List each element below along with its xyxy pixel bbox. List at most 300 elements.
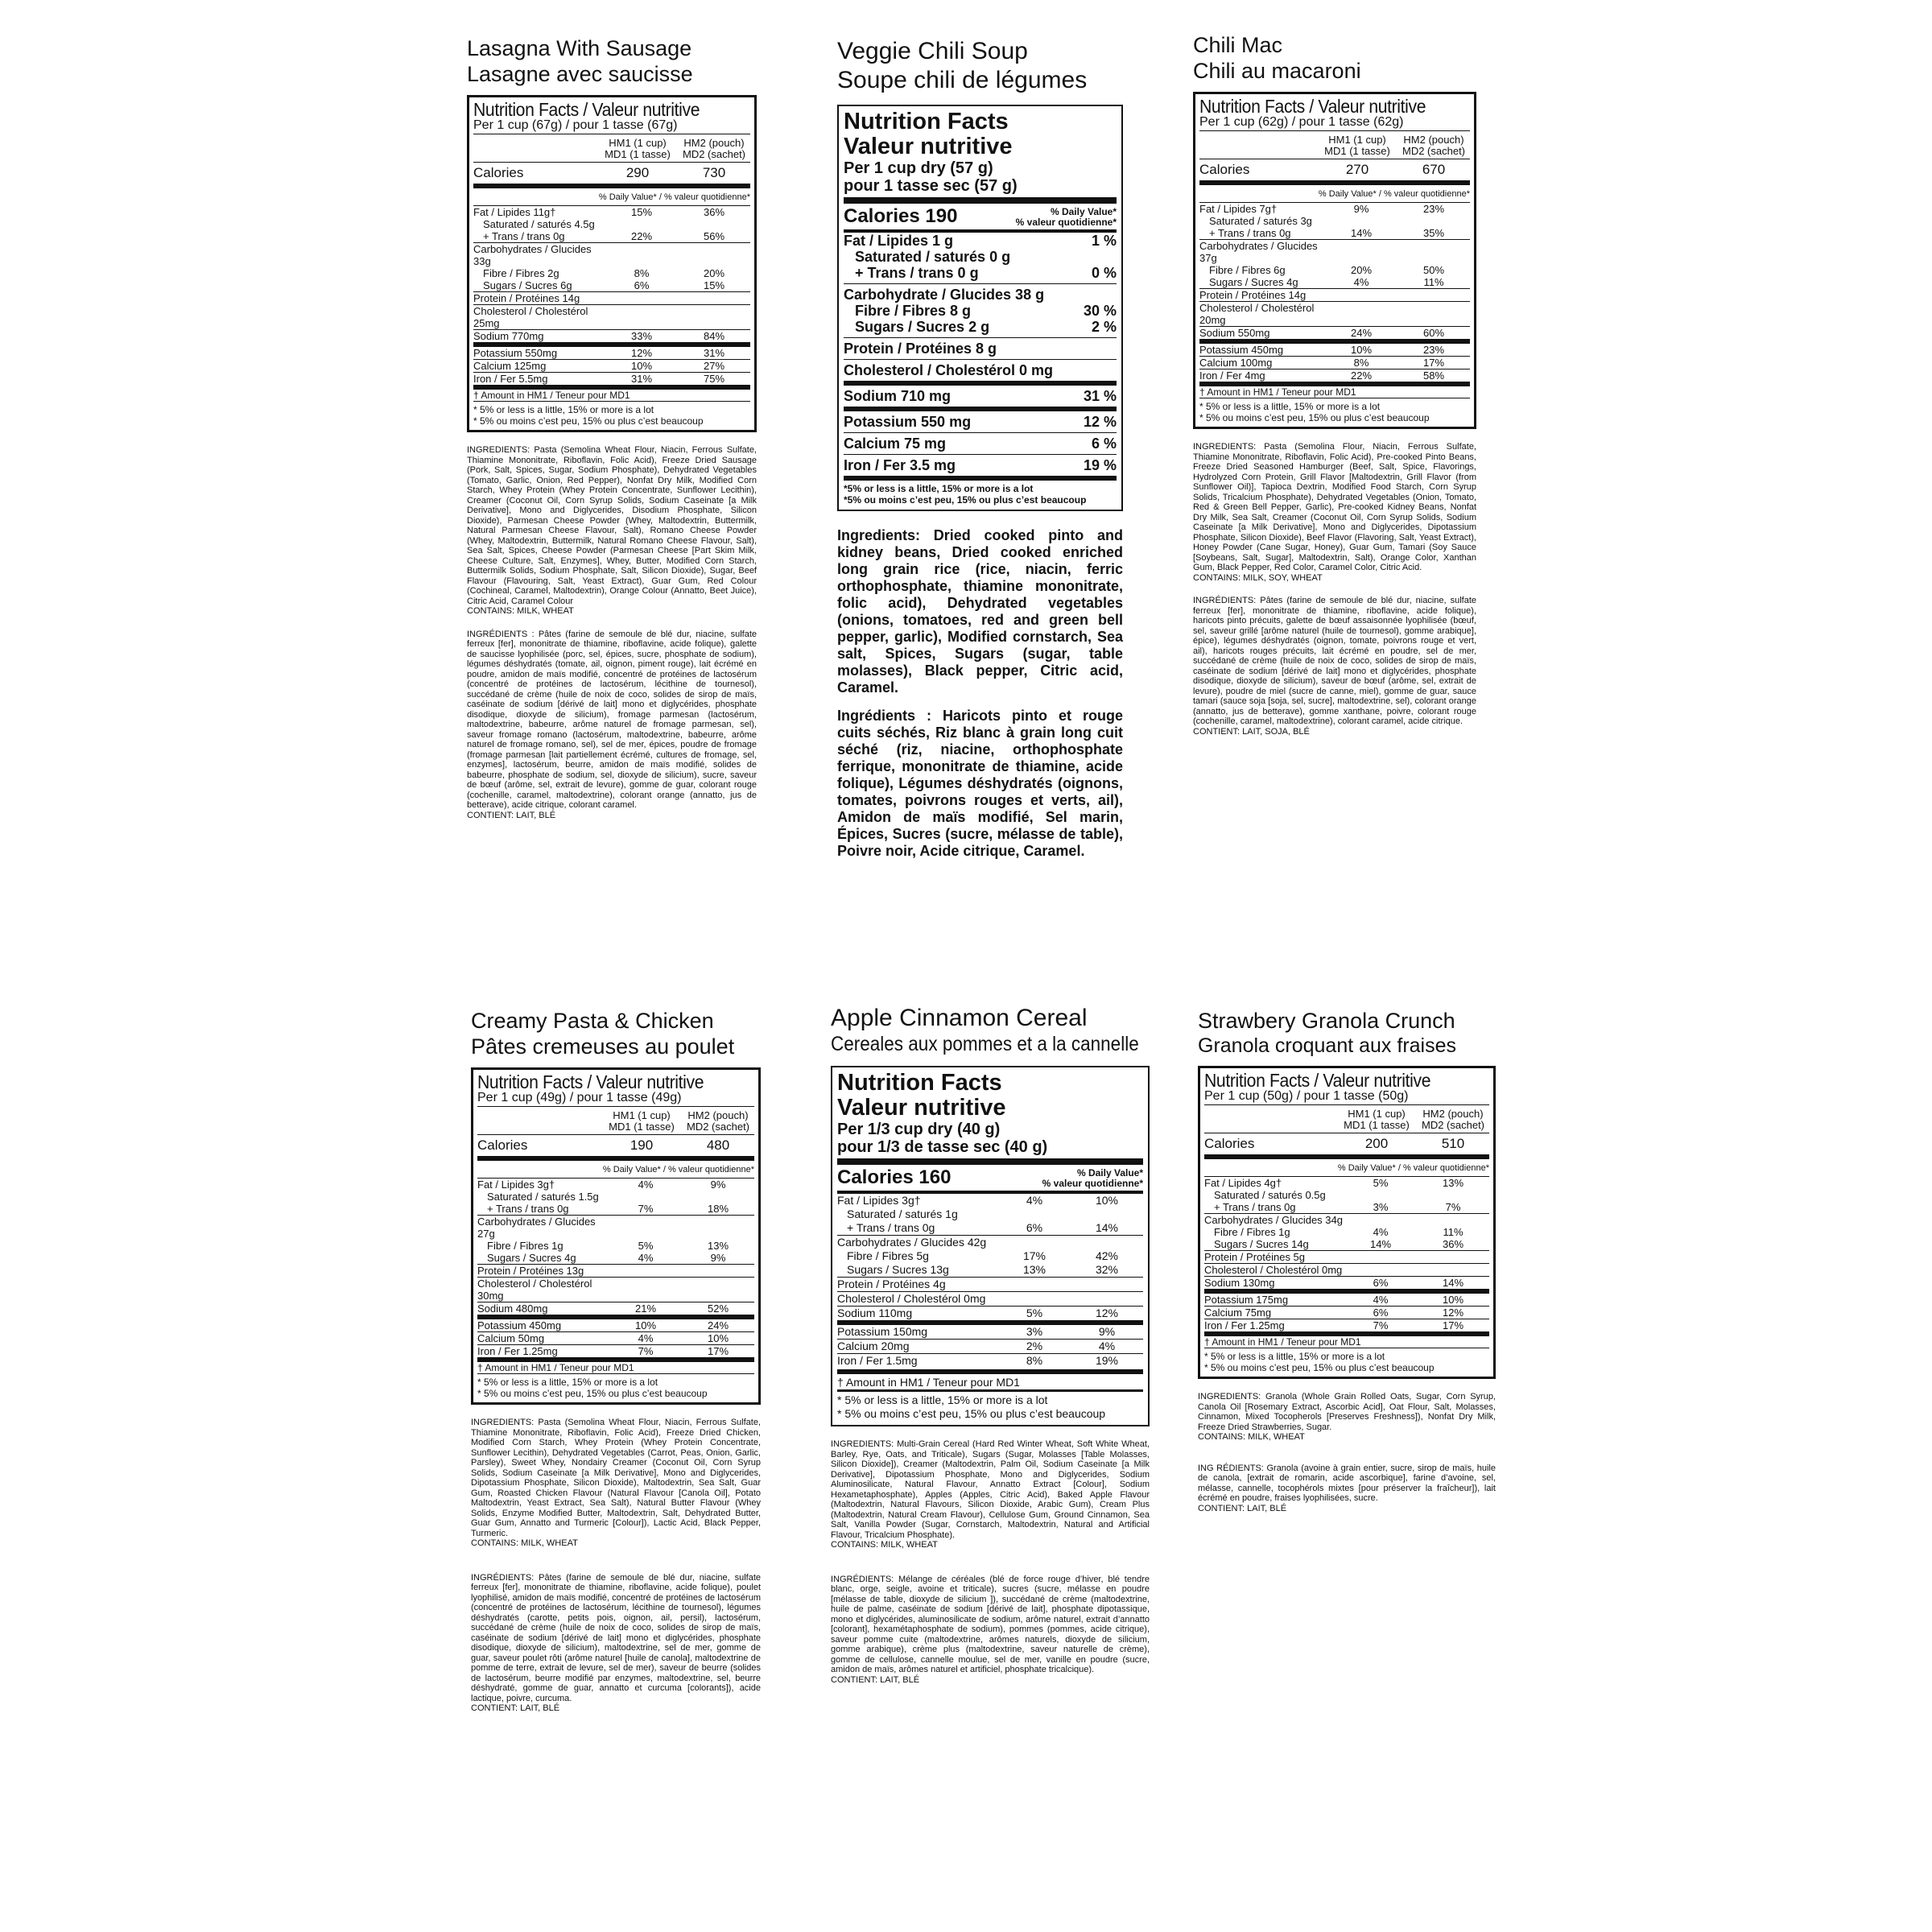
- nutrient-row: [1199, 239, 1470, 264]
- col-hm1-en: HM1 (1 cup): [1328, 134, 1386, 146]
- nutrient-row: [473, 329, 750, 347]
- col-hm1-fr: MD1 (1 tasse): [1344, 1119, 1410, 1131]
- product-title-en: Chili Mac: [1193, 33, 1283, 57]
- nutrient-label: Fibre / Fibres 1g: [1214, 1226, 1290, 1238]
- nutrient-row: [1199, 344, 1470, 356]
- nutrient-label: Cholesterol / Cholestérol 0mg: [837, 1292, 986, 1305]
- nutrient-dv-hm1: 5%: [638, 1240, 654, 1252]
- col-hm1-en: HM1 (1 cup): [609, 137, 667, 149]
- product-title-en: Creamy Pasta & Chicken: [471, 1009, 714, 1033]
- nutrient-dv-hm1: [605, 305, 678, 329]
- col-hm2-fr: MD2 (sachet): [1421, 1119, 1485, 1131]
- nutrient-dv-hm1: 4%: [638, 1332, 654, 1344]
- col-hm2: [1417, 1108, 1489, 1131]
- nutrient-dv-hm2: 7%: [1445, 1201, 1461, 1213]
- nutrient-row: [837, 1221, 1143, 1235]
- nutrient-dv-hm2: 17%: [707, 1345, 729, 1357]
- nutrient-dv-hm1: 17%: [1022, 1249, 1046, 1262]
- nutrient-row: [1204, 1306, 1489, 1319]
- ingredients: [1198, 1392, 1496, 1513]
- nutrient-row: [473, 347, 750, 359]
- nutrient-label: Calcium 20mg: [837, 1340, 910, 1352]
- col-hm2-fr: MD2 (sachet): [1402, 145, 1466, 157]
- nutrient-label: Saturated / saturés 1g: [847, 1208, 958, 1220]
- col-hm1-fr: MD1 (1 tasse): [1324, 145, 1390, 157]
- nutrient-dv-hm1: [998, 1278, 1071, 1291]
- col-spacer: [1199, 134, 1317, 157]
- nutrient-row: [837, 1339, 1143, 1353]
- nutrient-dv-hm2: 9%: [1098, 1325, 1116, 1338]
- nf-title: Nutrition Facts / Valeur nutritive: [1199, 96, 1426, 117]
- ingredients: [467, 445, 757, 820]
- nutrient-label: Sodium 130mg: [1204, 1277, 1275, 1289]
- nutrient-label: Cholesterol / Cholestérol 0 mg: [844, 362, 1054, 378]
- nutrient-row: [1199, 215, 1470, 227]
- nf-title: Nutrition Facts / Valeur nutritive: [477, 1071, 704, 1092]
- nutrient-label: Fat / Lipides 7g†: [1199, 203, 1278, 215]
- col-hm2-fr: MD2 (sachet): [682, 148, 746, 160]
- nutrient-row: [1204, 1226, 1489, 1238]
- nutrient-row: [1204, 1276, 1489, 1294]
- col-hm1: [1317, 134, 1397, 157]
- nutrient-label: Fibre / Fibres 6g: [1209, 264, 1286, 276]
- nutrient-dv-hm1: 15%: [630, 206, 653, 218]
- footnote-fr: *5% ou moins c’est peu, 15% ou plus c’est beaucoup: [844, 494, 1087, 506]
- calories-row: [844, 197, 1117, 233]
- footnote-en: * 5% or less is a little, 15% or more is a lot: [1204, 1348, 1489, 1362]
- nutrient-label: Carbohydrates / Glucides 34g: [1204, 1214, 1343, 1226]
- nutrient-dv-hm2: 56%: [703, 230, 725, 242]
- nutrient-row: [844, 283, 1117, 303]
- calories-label: Calories: [477, 1137, 528, 1153]
- nutrient-label: Potassium 150mg: [837, 1325, 928, 1338]
- nutrient-dv-hm2: [678, 218, 750, 230]
- nutrient-dv-hm1: 20%: [1350, 264, 1373, 276]
- ingredients-en: INGREDIENTS: Multi-Grain Cereal (Hard Red Winter Wheat, Soft White Wheat, Barley, Rye, Oats, and Triticale), Sugars (Sugar, Molasses [Table Molasses, Silicon Dioxide]), Creamer (Maltodextrin, Palm Oil, Sodium Caseinate [a Milk Derivative], Dipotassium Phosphate, Mono and Diglycerides, Sodium Aluminosilicate, Natural Flavour, Annatto Extract [Colour], Sodium Hexametaphosphate), Apples (Apples, Citric Acid), Baked Apple Flavour (Maltodextrin, Natural Flavours, Silicon Dioxide, Arabic Gum), Cream Plus (Maltodextrin, Natural Cream Flavour), Cellulose Gum, Ground Cinnamon, Sea Salt, Vanilla Powder (Sugar, Cornstarch, Maltodextrin, Natural and Artificial Flavour, Tricalcium Phosphate).: [831, 1439, 1150, 1540]
- ingredients-fr: Ingrédients : Haricots pinto et rouge cuits séchés, Riz blanc à grain long cuit séché (riz, niacine, orthophosphate ferrique, mononitrate de thiamine, acide folique), Légumes déshydratés (oignons, tomates, poivrons rouges et verts, ail), Amidon de maïs modifié, Sel marin, Épices, Sucres (sucre, mélasse de table), Poivre noir, Acide citrique, Caramel.: [837, 708, 1123, 859]
- nutrition-table: [467, 95, 757, 432]
- nutrient-dv-hm2: [678, 305, 750, 329]
- nutrient-row: [837, 1325, 1143, 1339]
- nutrient-dv-hm1: 10%: [1350, 344, 1373, 356]
- nutrient-label: Cholesterol / Cholestérol 30mg: [477, 1278, 592, 1302]
- nutrient-dv-hm1: 21%: [634, 1302, 657, 1315]
- nutrient-row: [1199, 227, 1470, 239]
- nutrient-label: Fat / Lipides 3g†: [837, 1194, 921, 1207]
- col-hm2: [1397, 134, 1470, 157]
- nutrient-dv-hm1: 5%: [1373, 1177, 1389, 1189]
- nutrient-label: Protein / Protéines 8 g: [844, 341, 997, 357]
- calories-hm2: 670: [1422, 162, 1446, 177]
- nutrient-dv-hm1: 9%: [1353, 203, 1369, 215]
- nutrient-dv-hm1: 12%: [630, 347, 653, 359]
- nutrient-dv-hm2: 18%: [707, 1203, 729, 1215]
- nutrient-dv-hm1: 3%: [1373, 1201, 1389, 1213]
- nutrient-row: [1199, 301, 1470, 326]
- serving-fr: pour 1 tasse sec (57 g): [844, 177, 1018, 195]
- nf-title-en: Nutrition Facts: [844, 109, 1009, 134]
- contains-en: CONTAINS: MILK, WHEAT: [1198, 1432, 1305, 1442]
- col-hm2-en: HM2 (pouch): [1403, 134, 1464, 146]
- nutrient-dv-hm2: 17%: [1442, 1319, 1464, 1331]
- nutrient-row: [1204, 1294, 1489, 1306]
- nutrient-label: Calcium 75mg: [1204, 1307, 1272, 1319]
- calories-hm2: 480: [706, 1137, 730, 1153]
- nutrient-label: Fat / Lipides 3g†: [477, 1179, 555, 1191]
- dv-header: [1042, 1168, 1143, 1189]
- calories-hm1: 270: [1345, 162, 1369, 177]
- nutrient-dv-hm2: 13%: [1442, 1177, 1464, 1189]
- ingredients-en: INGREDIENTS: Pasta (Semolina Wheat Flour, Niacin, Ferrous Sulfate, Thiamine Mononitrate, Riboflavin, Folic Acid), Freeze Dried Chicken, Modified Corn Starch, Whey Protein (Whey Protein Concentrate, Sunflower Lecithin), Dehydrated Vegetables (Carrot, Peas, Onion, Garlic, Parsley), Sweet Whey, Nondairy Creamer (Coconut Oil, Corn Syrup Solids, Sodium Caseinate [a Milk Derivative], Mono and Diglycerides, Dipotassium Phosphate, Silicon Dioxide), Maltodextrin, Sea Salt, Guar Gum, Roasted Chicken Flavour (Natural Flavour [Canola Oil], Potato Maltodextrin, Yeast Extract, Sea Salt), Natural Butter Flavour (Whey Solids, Enzyme Modified Butter, Maltodextrin, Salt, Dehydrated Butter, Guar Gum, Annatto and Turmeric [Colour]), Lactic Acid, Black Pepper, Turmeric.: [471, 1418, 761, 1538]
- nutrient-dv-hm1: 5%: [1026, 1307, 1043, 1319]
- nutrient-dv: 30 %: [1083, 303, 1117, 319]
- nutrient-row: [477, 1302, 754, 1319]
- dv-fr: % valeur quotidienne*: [1042, 1178, 1143, 1189]
- col-hm1-en: HM1 (1 cup): [1348, 1108, 1406, 1120]
- nutrient-label: Iron / Fer 1.5mg: [837, 1354, 918, 1367]
- col-hm1: [1336, 1108, 1417, 1131]
- nutrient-row: [837, 1263, 1143, 1277]
- nutrient-label: Saturated / saturés 0.5g: [1214, 1189, 1326, 1201]
- nutrient-dv-hm1: 22%: [630, 230, 653, 242]
- nutrient-dv-hm1: 4%: [1373, 1294, 1389, 1306]
- product-chili-mac: [1193, 32, 1476, 737]
- nutrient-label: Cholesterol / Cholestérol 25mg: [473, 305, 588, 329]
- nutrient-label: Fat / Lipides 4g†: [1204, 1177, 1282, 1189]
- product-apple-cinnamon: [831, 1005, 1150, 1685]
- serving-size: Per 1 cup (62g) / pour 1 tasse (62g): [1199, 116, 1470, 131]
- nutrient-row: [477, 1331, 754, 1344]
- nutrient-dv-hm1: [1344, 1264, 1417, 1276]
- nutrient-dv-hm2: 58%: [1422, 369, 1445, 382]
- nutrient-label: Sodium 770mg: [473, 330, 544, 342]
- nutrient-dv-hm2: 84%: [703, 330, 725, 342]
- nutrient-dv-hm2: 36%: [703, 206, 725, 218]
- ingredients-en: INGREDIENTS: Pasta (Semolina Flour, Niacin, Ferrous Sulfate, Thiamine Mononitrate, Riboflavin, Folic Acid), Pre-cooked Pinto Beans, Freeze Dried Seasoned Hamburger (Beef, Salt, Spice, Flavorings, Hydrolyzed Corn Protein, Grill Flavor [Maltodextrin, Grill Flavor (from Sunflower Oil)], Tapioca Dextrin, Modified Food Starch, Corn Syrup Solids, Tricalcium Phosphate), Dehydrated Vegetables (Onion, Tomato, Red & Green Bell Pepper, Garlic), Pre-cooked Kidney Beans, Nonfat Dry Milk, Sea Salt, Creamer (Coconut Oil, Corn Syrup Solids, Sodium Caseinate [a Milk Derivative], Mono and Diglycerides, Dipotassium Phosphate, Silicon Dioxide), Beef Flavor (Flavoring, Salt, Yeast Extract), Honey Powder (Cane Sugar, Honey), Guar Gum, Tamari (Soy Sauce [Soybeans, Salt, Sugar], Maltodextrin, Salt), Orange Color, Xanthan Gum, Black Pepper, Red Color, Caramel Color, Citric Acid.: [1193, 442, 1476, 572]
- nutrient-label: Fibre / Fibres 5g: [847, 1249, 929, 1262]
- amount-note: † Amount in HM1 / Teneur pour MD1: [1204, 1336, 1361, 1348]
- nutrient-row: [1199, 264, 1470, 276]
- nutrient-label: Sugars / Sucres 14g: [1214, 1238, 1309, 1250]
- footnote: [844, 476, 1117, 506]
- dv-en: % Daily Value*: [1076, 1167, 1143, 1179]
- ingredients-fr: INGRÉDIENTS: Pâtes (farine de semoule de blé dur, niacine, sulfate ferreux [fer], mononitrate de thiamine, riboflavine, acide folique), haricots pinto précuits, galette de bœuf assaisonnée lyophilisée (bœuf, sel, saveur grillé [arôme naturel (huile de tournesol), gomme arabique], épice), légumes déshydratés (oignon, tomate, poivrons rouge et vert, ail), haricots rouges précuits, lait écrémé en poudre, sel de mer, succédané de crème (huile de noix de coco, solides de sirop de maïs, caséinate de sodium [dérivé de lait] mono et diglycérides, phosphate disodique, dioxyde de silicium), saveur de bœuf (arôme, sel, extrait de levure), poudre de miel (sucre de canne, miel), gomme de guar, sauce tamari (sauce soja [soja, sel, sucre], maltodextrine, sel), colorant orange (annatto, jus de betterave), gomme xanthane, poivre, colorant rouge (cochenille, caramel, maltodextrine), colorant caramel, acide citrique.: [1193, 596, 1476, 726]
- nutrient-dv-hm2: [1071, 1208, 1143, 1221]
- product-title-en: Lasagna With Sausage: [467, 36, 692, 60]
- nutrient-row: [844, 337, 1117, 357]
- nutrient-dv-hm2: 14%: [1095, 1221, 1119, 1234]
- nutrient-dv-hm2: [678, 243, 750, 267]
- nutrient-label: Protein / Protéines 14g: [473, 292, 580, 304]
- ingredients-en: Ingredients: Dried cooked pinto and kidney beans, Dried cooked enriched long grain rice (rice, niacin, ferric orthophosphate, thiamine mononitrate, folic acid), Dehydrated vegetables (onions, tomatoes, red and green bell pepper, garlic), Modified cornstarch, Sea salt, Spices, Sugars (sugar, table molasses), Black pepper, Citric acid, Caramel.: [837, 527, 1123, 696]
- nutrient-label: Fibre / Fibres 8 g: [855, 303, 972, 319]
- nutrient-row: [844, 303, 1117, 319]
- nutrient-row: [837, 1306, 1143, 1325]
- nutrient-row: [473, 359, 750, 372]
- nutrient-dv-hm1: [1325, 240, 1397, 264]
- nutrient-row: [473, 218, 750, 230]
- nutrient-rows: [844, 233, 1117, 473]
- nutrient-label: Cholesterol / Cholestérol 20mg: [1199, 302, 1315, 326]
- nutrient-dv-hm1: 7%: [638, 1345, 654, 1357]
- nutrient-dv-hm1: [998, 1292, 1071, 1306]
- nutrient-row: [844, 432, 1117, 452]
- nf-title-fr: Valeur nutritive: [844, 134, 1013, 159]
- nutrient-row: [477, 1319, 754, 1331]
- col-spacer: [1204, 1108, 1336, 1131]
- nutrient-dv-hm2: 36%: [1442, 1238, 1464, 1250]
- nutrient-dv-hm1: [609, 1216, 682, 1240]
- calories: Calories 160: [837, 1166, 952, 1188]
- product-lasagna: [467, 35, 757, 820]
- nutrient-row: [477, 1179, 754, 1191]
- ingredients: [471, 1418, 761, 1714]
- nutrient-row: [1204, 1201, 1489, 1213]
- nutrient-label: Potassium 550 mg: [844, 414, 972, 430]
- amount-note: † Amount in HM1 / Teneur pour MD1: [473, 390, 630, 401]
- nutrient-dv-hm1: 6%: [1026, 1221, 1043, 1234]
- nutrient-dv-hm1: 8%: [634, 267, 650, 279]
- product-title-fr: Lasagne avec saucisse: [467, 62, 693, 86]
- nutrient-rows: [837, 1194, 1143, 1368]
- nutrient-dv-hm2: 23%: [1422, 344, 1445, 356]
- calories-hm1: 190: [630, 1137, 654, 1153]
- ingredients: [831, 1439, 1150, 1685]
- nutrient-dv-hm1: [1344, 1189, 1417, 1201]
- nutrient-row: [844, 359, 1117, 378]
- nutrient-label: Iron / Fer 1.25mg: [477, 1345, 558, 1357]
- nutrient-label: Sodium 710 mg: [844, 388, 952, 404]
- nutrient-label: Sugars / Sucres 2 g: [855, 319, 990, 335]
- nutrient-dv-hm1: 2%: [1026, 1340, 1043, 1352]
- nutrient-dv-hm2: 50%: [1422, 264, 1445, 276]
- nutrient-label: Carbohydrates / Glucides 33g: [473, 243, 592, 267]
- footnote-en: * 5% or less is a little, 15% or more is a lot: [837, 1389, 1143, 1407]
- nutrient-label: Potassium 450mg: [477, 1319, 562, 1331]
- serving-fr: pour 1/3 de tasse sec (40 g): [837, 1138, 1048, 1156]
- nutrient-dv: 0 %: [1091, 265, 1117, 281]
- nutrient-label: + Trans / trans 0g: [483, 230, 565, 242]
- nutrient-row: [473, 230, 750, 242]
- nutrient-label: Iron / Fer 3.5 mg: [844, 457, 956, 473]
- calories-label: Calories: [1204, 1136, 1255, 1151]
- nutrient-dv-hm1: 22%: [1350, 369, 1373, 382]
- nutrient-label: Saturated / saturés 0 g: [855, 249, 1011, 265]
- nutrient-dv-hm1: [609, 1191, 682, 1203]
- nutrient-row: [473, 372, 750, 390]
- nutrient-dv-hm2: 4%: [1098, 1340, 1116, 1352]
- nutrient-row: [1204, 1238, 1489, 1250]
- nutrient-label: Carbohydrates / Glucides 27g: [477, 1216, 596, 1240]
- nutrient-label: + Trans / trans 0g: [1214, 1201, 1296, 1213]
- nutrient-dv-hm1: 6%: [1373, 1277, 1389, 1289]
- nutrient-dv-hm2: [1417, 1214, 1489, 1226]
- nutrient-label: Protein / Protéines 4g: [837, 1278, 946, 1290]
- nutrient-row: [473, 206, 750, 218]
- nutrient-dv-hm1: 3%: [1026, 1325, 1043, 1338]
- nutrient-dv-hm1: [998, 1236, 1071, 1249]
- nutrient-row: [473, 304, 750, 329]
- footnote-fr: * 5% ou moins c’est peu, 15% ou plus c’est beaucoup: [1204, 1362, 1435, 1373]
- footnote-en: *5% or less is a little, 15% or more is a lot: [844, 483, 1034, 494]
- nutrient-dv-hm2: 10%: [707, 1332, 729, 1344]
- nutrient-dv-hm2: [1071, 1236, 1143, 1249]
- nutrient-row: [477, 1264, 754, 1277]
- nutrient-label: Fat / Lipides 11g†: [473, 206, 556, 218]
- nutrient-dv-hm1: [1325, 289, 1397, 301]
- col-hm1: [597, 138, 678, 160]
- nutrient-row: [477, 1203, 754, 1215]
- nutrient-dv-hm2: 11%: [1443, 1226, 1463, 1238]
- col-hm1-fr: MD1 (1 tasse): [605, 148, 671, 160]
- nutrient-dv-hm2: 31%: [703, 347, 725, 359]
- nutrient-row: [477, 1277, 754, 1302]
- nutrient-label: Sugars / Sucres 6g: [483, 279, 572, 291]
- nutrient-row: [477, 1240, 754, 1252]
- serving-size: Per 1 cup (49g) / pour 1 tasse (49g): [477, 1092, 754, 1107]
- nutrient-row: [837, 1194, 1143, 1208]
- nutrient-dv-hm1: [1325, 302, 1397, 326]
- nutrient-dv-hm2: [1071, 1292, 1143, 1306]
- dv-header: % Daily Value* / % valeur quotidienne*: [477, 1161, 754, 1179]
- calories-hm2: 510: [1441, 1136, 1465, 1151]
- dv-header: % Daily Value* / % valeur quotidienne*: [1199, 185, 1470, 203]
- nutrient-dv-hm1: [1344, 1214, 1417, 1226]
- amount-note: † Amount in HM1 / Teneur pour MD1: [1199, 386, 1356, 398]
- nutrient-row: [844, 265, 1117, 281]
- dv-header: % Daily Value* / % valeur quotidienne*: [473, 188, 750, 206]
- nutrient-dv-hm2: 9%: [710, 1179, 726, 1191]
- nutrition-table: [471, 1067, 761, 1405]
- col-hm2: [678, 138, 750, 160]
- nutrient-row: [844, 233, 1117, 249]
- nutrient-row: [837, 1353, 1143, 1368]
- nutrition-table: [1198, 1066, 1496, 1379]
- nutrient-label: Iron / Fer 4mg: [1199, 369, 1265, 382]
- contains-fr: CONTIENT: LAIT, SOJA, BLÉ: [1193, 726, 1310, 737]
- ingredients: [1193, 442, 1476, 737]
- nutrient-dv: 6 %: [1091, 436, 1117, 452]
- nutrient-dv-hm1: 4%: [638, 1252, 654, 1264]
- nutrient-dv-hm1: [1325, 215, 1397, 227]
- nutrient-label: Sugars / Sucres 4g: [1209, 276, 1298, 288]
- nutrient-row: [1204, 1250, 1489, 1263]
- col-hm2-fr: MD2 (sachet): [686, 1121, 750, 1133]
- ingredients: [837, 527, 1123, 860]
- ingredients-en: INGREDIENTS: Pasta (Semolina Wheat Flour, Niacin, Ferrous Sulfate, Thiamine Mononitrate, Riboflavin, Folic Acid), Freeze Dried Sausage (Pork, Salt, Spices, Sugar, Sodium Phosphate), Dehydrated Vegetables (Tomato, Garlic, Onion, Red Pepper), Nonfat Dry Milk, Modified Corn Starch, Whey Protein (Whey Protein Concentrate, Sunflower Lecithin), Creamer (Coconut Oil, Corn Syrup Solids, Sodium Caseinate [a Milk Derivative], Mono and Diglycerides, Disodium Phosphate, Silicon Dioxide), Parmesan Cheese Powder (Whey, Maltodextrin, Buttermilk, Natural Parmesan Cheese Flavour, Salt), Romano Cheese Powder (Whey, Maltodextrin, Buttermilk, Natural Romano Cheese Flavour, Salt), Sea Salt, Spices, Cheese Powder (Parmesan Cheese [Part Skim Milk, Cheese Culture, Salt, Enzymes], Whey, Butter, Modified Corn Starch, Buttermilk Solids, Sodium Phosphate, Salt, Silicon Dioxide), Sugar, Beef Flavour (Flavouring, Salt, Yeast Extract), Guar Gum, Red Colour (Cochineal, Caramel, Maltodextrin), Orange Colour (Annatto, Beet Juice), Citric Acid, Caramel Colour: [467, 445, 757, 606]
- amount-note: † Amount in HM1 / Teneur pour MD1: [477, 1362, 634, 1373]
- nutrient-dv-hm2: 35%: [1422, 227, 1445, 239]
- col-hm1-en: HM1 (1 cup): [613, 1109, 671, 1121]
- calories-row: [473, 162, 750, 188]
- nutrient-label: Carbohydrates / Glucides 42g: [837, 1236, 987, 1249]
- contains-fr: CONTIENT: LAIT, BLÉ: [1198, 1503, 1287, 1513]
- nf-title: Nutrition Facts / Valeur nutritive: [1204, 1070, 1431, 1091]
- col-spacer: [473, 138, 597, 160]
- nutrient-row: [1199, 288, 1470, 301]
- footnote-en: * 5% or less is a little, 15% or more is a lot: [1199, 398, 1470, 412]
- nutrient-dv-hm2: [1397, 289, 1470, 301]
- ingredients-fr: INGRÉDIENTS: Pâtes (farine de semoule de blé dur, niacine, sulfate ferreux [fer], mononitrate de thiamine, riboflavine, acide folique), poulet lyophilisé, amidon de maïs modifié, concentré de protéines de lactosérum (concentré de protéines de lactosérum, lécithine de tournesol), légumes déshydratés (carotte, petits pois, oignon, ail, persil), lactosérum, succédané de crème (huile de noix de coco, solides de sirop de maïs, caséinate de sodium [dérivé de lait] mono et diglycérides, phosphate disodique, dioxyde de silicium), maltodextrine, sel de mer, gomme de guar, saveur poulet rôti (arôme naturel [huile de canola], maltodextrine de pomme de terre, extrait de levure, sel de mer), saveur de beurre (solides de lactosérum, beurre modifié par enzymes, maltodextrine, sel, beurre déshydraté, gomme de guar, annatto et curcuma [colorants]), acide lactique, poivre, curcuma.: [471, 1572, 761, 1703]
- ingredients-fr: ING RÉDIENTS: Granola (avoine à grain entier, sucre, sirop de maïs, huile de canola, [extrait de romarin, acide ascorbique], farine d’avoine, sel, mélasse, cannelle, tocophérols mixtes [pour préserver la fraîcheur]), lait écrémé en poudre, fraises lyophilisées, sucre.: [1198, 1463, 1496, 1503]
- dv-header: [1016, 207, 1117, 228]
- nutrient-dv-hm2: [682, 1278, 754, 1302]
- serving-size: Per 1 cup (50g) / pour 1 tasse (50g): [1204, 1090, 1489, 1105]
- nutrient-label: Potassium 175mg: [1204, 1294, 1289, 1306]
- nutrient-dv-hm1: 31%: [630, 373, 653, 385]
- calories: Calories 190: [844, 205, 958, 227]
- nutrient-label: Calcium 75 mg: [844, 436, 947, 452]
- nutrient-row: [837, 1235, 1143, 1249]
- serving-en: Per 1 cup dry (57 g): [844, 159, 993, 177]
- product-title-en: Strawbery Granola Crunch: [1198, 1009, 1455, 1033]
- nutrient-row: [844, 407, 1117, 430]
- nutrient-row: [477, 1215, 754, 1240]
- col-hm2-en: HM2 (pouch): [1422, 1108, 1484, 1120]
- nutrient-label: Calcium 50mg: [477, 1332, 545, 1344]
- nutrient-dv-hm2: 32%: [1095, 1263, 1119, 1276]
- nf-title-fr: Valeur nutritive: [837, 1095, 1006, 1121]
- nutrient-label: Protein / Protéines 13g: [477, 1265, 584, 1277]
- dv-header: % Daily Value* / % valeur quotidienne*: [1204, 1159, 1489, 1177]
- nutrient-dv-hm2: [1417, 1264, 1489, 1276]
- calories-label: Calories: [1199, 162, 1250, 177]
- nutrient-label: Sugars / Sucres 13g: [847, 1263, 949, 1276]
- amount-note: † Amount in HM1 / Teneur pour MD1: [837, 1369, 1143, 1389]
- nutrient-row: [1199, 203, 1470, 215]
- nutrient-dv-hm1: 7%: [1373, 1319, 1389, 1331]
- col-hm2-en: HM2 (pouch): [687, 1109, 749, 1121]
- nutrient-label: Protein / Protéines 14g: [1199, 289, 1307, 301]
- column-headers: [477, 1107, 754, 1134]
- nutrient-dv-hm2: [1417, 1189, 1489, 1201]
- nutrient-dv: 12 %: [1083, 414, 1117, 430]
- footnote-fr: * 5% ou moins c’est peu, 15% ou plus c’est beaucoup: [473, 415, 704, 427]
- nutrient-dv-hm2: [1397, 215, 1470, 227]
- col-hm2-en: HM2 (pouch): [683, 137, 745, 149]
- nutrient-dv-hm2: 12%: [1095, 1307, 1119, 1319]
- col-hm1: [601, 1110, 682, 1133]
- dv-fr: % valeur quotidienne*: [1015, 217, 1117, 228]
- nutrient-label: Sodium 550mg: [1199, 327, 1270, 339]
- nutrient-dv-hm1: [609, 1265, 682, 1277]
- nutrient-dv-hm2: 10%: [1442, 1294, 1464, 1306]
- calories-label: Calories: [473, 165, 524, 180]
- nutrient-dv-hm2: 9%: [710, 1252, 726, 1264]
- nutrient-dv-hm1: 7%: [638, 1203, 654, 1215]
- nutrient-dv-hm1: 14%: [1350, 227, 1373, 239]
- nutrient-label: + Trans / trans 0g: [487, 1203, 569, 1215]
- column-headers: [1199, 131, 1470, 159]
- nutrient-dv-hm1: 8%: [1026, 1354, 1043, 1367]
- col-spacer: [477, 1110, 601, 1133]
- calories-row: [1199, 159, 1470, 185]
- nutrient-label: + Trans / trans 0 g: [855, 265, 979, 281]
- product-title-fr: Granola croquant aux fraises: [1198, 1034, 1457, 1057]
- nutrient-dv-hm2: 42%: [1095, 1249, 1119, 1262]
- nutrient-dv-hm1: [1344, 1251, 1417, 1263]
- nutrient-dv-hm2: [682, 1265, 754, 1277]
- contains-fr: CONTIENT: LAIT, BLÉ: [467, 810, 556, 820]
- nutrient-label: + Trans / trans 0g: [847, 1221, 935, 1234]
- product-creamy-pasta: [471, 1008, 761, 1714]
- contains-fr: CONTIENT: LAIT, BLÉ: [471, 1703, 560, 1713]
- product-title-fr: Pâtes cremeuses au poulet: [471, 1034, 735, 1059]
- nutrient-dv-hm1: 6%: [634, 279, 650, 291]
- ingredients-fr: INGRÉDIENTS: Mélange de céréales (blé de force rouge d’hiver, blé tendre blanc, orge, seigle, avoine et triticale), sucres (sucre, mélasse en poudre [mélasse de table, dioxyde de silicium ]), succédané de crème (maltodextrine, huile de palme, caséinate de sodium [dérivé de lait], phosphate dipotassique, mono et diglycérides, aluminosilicate de sodium, arôme naturel, extrait d’annatto [colorant], hexamétaphosphate de sodium), pommes (pommes, acide citrique), saveur pomme cuite (maltodextrine, arômes naturels, dioxyde de silicium, gomme arabique), crème plus (maltodextrine, saveur naturelle de crème), gomme de cellulose, cannelle moulue, sel de mer, vanille en poudre (sucre, amidon de maïs, arômes naturel et artificiel, phosphate tricalcique).: [831, 1574, 1150, 1674]
- nutrient-dv-hm2: 17%: [1422, 357, 1445, 369]
- footnote-fr: * 5% ou moins c’est peu, 15% ou plus c’est beaucoup: [477, 1388, 708, 1399]
